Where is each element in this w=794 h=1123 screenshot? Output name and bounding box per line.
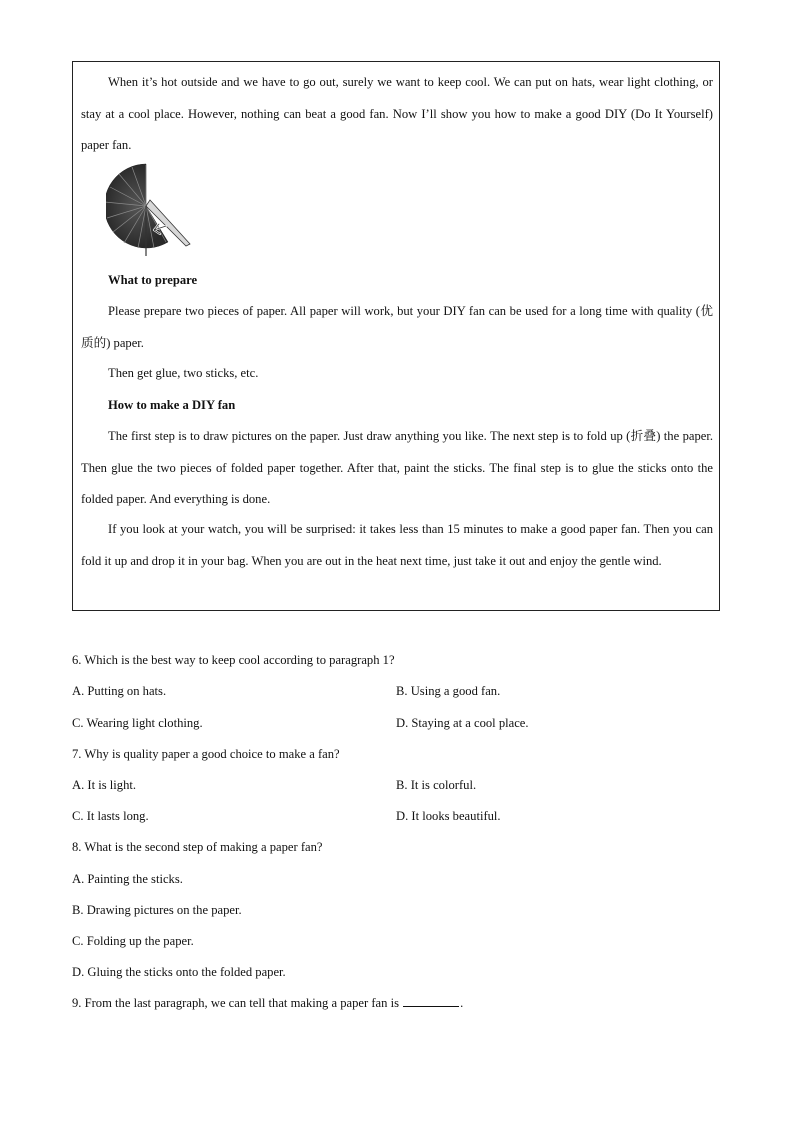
passage-paragraph-3: Then get glue, two sticks, etc. [108,366,259,380]
question-9-stem-end: . [460,996,464,1010]
question-7-option-b: B. It is colorful. [396,778,477,792]
answer-blank[interactable] [403,994,459,1007]
question-7-option-d: D. It looks beautiful. [396,809,501,823]
question-8-option-a: A. Painting the sticks. [72,872,183,886]
passage-paragraph-2: Please prepare two pieces of paper. All paper will work, but your DIY fan can be used for a long time with quality (优质的) paper. [81,304,713,350]
passage-paragraph-1: When it’s hot outside and we have to go out, surely we want to keep cool. We can put on hats, wear light clothing, or stay at a cool place. However, nothing can beat a good fan. Now I’ll show you how to make a good DIY (Do It Yourself) paper fan. [81,75,713,152]
heading-how-to-make: How to make a DIY fan [108,398,236,412]
question-9-stem-text: 9. From the last paragraph, we can tell that making a paper fan is [72,996,399,1010]
question-6-option-b: B. Using a good fan. [396,684,501,698]
question-6-stem: 6. Which is the best way to keep cool according to paragraph 1? [72,653,395,667]
paper-fan-illustration [106,160,194,260]
question-8-option-c: C. Folding up the paper. [72,934,194,948]
passage-paragraph-4: The first step is to draw pictures on the paper. Just draw anything you like. The next step is to fold up (折叠) the paper. Then glue the two pieces of folded paper together. After that, paint the sticks. The final step is to glue the sticks onto the folded paper. And everything is done. [81,429,713,506]
question-6-option-d: D. Staying at a cool place. [396,716,529,730]
question-7-stem: 7. Why is quality paper a good choice to make a fan? [72,747,340,761]
question-8-option-d: D. Gluing the sticks onto the folded paper. [72,965,286,979]
heading-what-to-prepare: What to prepare [108,273,198,287]
question-7-option-c: C. It lasts long. [72,809,149,823]
question-8-stem: 8. What is the second step of making a paper fan? [72,840,323,854]
question-9-stem [72,993,463,1013]
question-6-option-a: A. Putting on hats. [72,684,167,698]
question-8-option-b: B. Drawing pictures on the paper. [72,903,242,917]
question-7-option-a: A. It is light. [72,778,137,792]
question-6-option-c: C. Wearing light clothing. [72,716,203,730]
passage-paragraph-5: If you look at your watch, you will be surprised: it takes less than 15 minutes to make a good paper fan. Then you can fold it up and drop it in your bag. When you are out in the heat next time, just take it out and enjoy the gentle wind. [81,522,713,568]
